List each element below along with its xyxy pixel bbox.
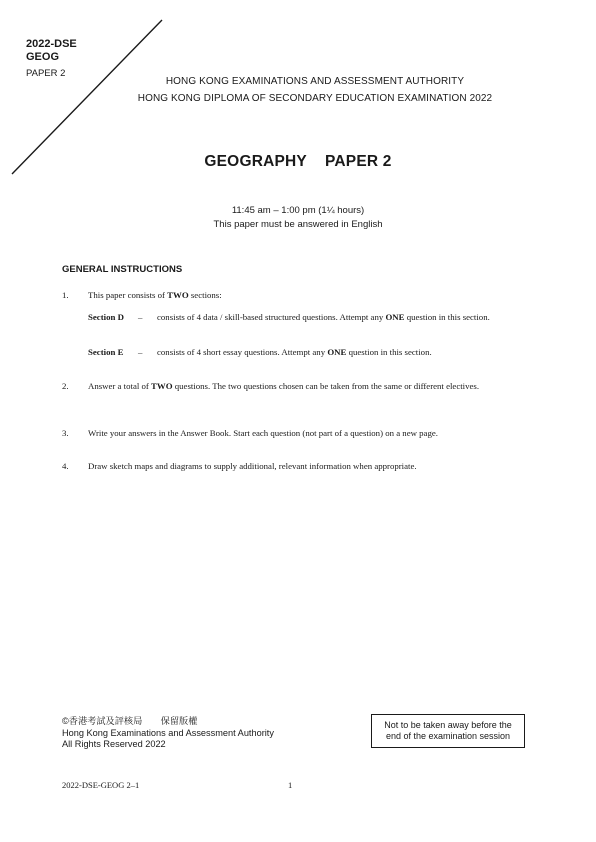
section-d-description: [157, 312, 529, 323]
page-number: 1: [288, 780, 293, 790]
subject-title: GEOGRAPHY: [204, 153, 307, 170]
section-dash: –: [138, 312, 143, 322]
section-text: question in this section.: [404, 312, 490, 322]
section-text: consists of 4 data / skill-based structured questions. Attempt any: [157, 312, 386, 322]
copyright-block: [62, 716, 274, 751]
instruction-item-3: Write your answers in the Answer Book. Start each question (not part of a question) on a new page.: [88, 428, 438, 438]
section-dash: –: [138, 347, 143, 357]
section-text: question in this section.: [346, 347, 432, 357]
footer-paper-code: 2022-DSE-GEOG 2–1: [62, 780, 140, 790]
instruction-text: This paper consists of: [88, 290, 168, 300]
section-emphasis: ONE: [385, 312, 405, 322]
instruction-text: sections:: [188, 290, 222, 300]
instruction-number: 3.: [62, 428, 69, 438]
section-d-label: Section D: [88, 312, 124, 322]
instruction-number: 4.: [62, 461, 69, 471]
exam-time: 11:45 am – 1:00 pm (1¼ hours): [231, 205, 365, 216]
instruction-text: questions. The two questions chosen can be taken from the same or different electives.: [172, 381, 480, 391]
instruction-emphasis: TWO: [151, 381, 173, 391]
notice-line-2: end of the examination session: [385, 731, 511, 741]
section-text: consists of 4 short essay questions. Attempt any: [157, 347, 328, 357]
copyright-rights: All Rights Reserved 2022: [62, 739, 166, 749]
instruction-number: 2.: [62, 381, 69, 391]
section-e-description: [157, 347, 529, 358]
instruction-text: Answer a total of: [88, 381, 152, 391]
exam-heading: HONG KONG DIPLOMA OF SECONDARY EDUCATION EXAMINATION 2022: [137, 93, 493, 104]
section-e-label: Section E: [88, 347, 124, 357]
copyright-chinese: ©香港考試及評核局 保留版權: [62, 716, 198, 726]
instruction-item-4: Draw sketch maps and diagrams to supply additional, relevant information when appropriate.: [88, 461, 417, 471]
paper-code-year: 2022-DSE: [26, 38, 77, 50]
instruction-item-1: [88, 290, 528, 301]
notice-line-1: Not to be taken away before the: [384, 720, 512, 730]
paper-number-label: PAPER 2: [26, 68, 66, 79]
language-note: This paper must be answered in English: [213, 219, 383, 230]
instruction-emphasis: TWO: [167, 290, 189, 300]
authority-heading: HONG KONG EXAMINATIONS AND ASSESSMENT AUTHORITY: [165, 76, 465, 87]
instruction-item-2: [88, 381, 528, 392]
section-emphasis: ONE: [327, 347, 347, 357]
instruction-number: 1.: [62, 290, 69, 300]
paper-title: PAPER 2: [325, 153, 392, 170]
page-title: [0, 153, 596, 171]
general-instructions-heading: GENERAL INSTRUCTIONS: [62, 264, 183, 275]
take-away-notice-box: [371, 714, 525, 748]
paper-code-subject: GEOG: [26, 51, 60, 63]
copyright-authority: Hong Kong Examinations and Assessment Authority: [62, 727, 274, 738]
